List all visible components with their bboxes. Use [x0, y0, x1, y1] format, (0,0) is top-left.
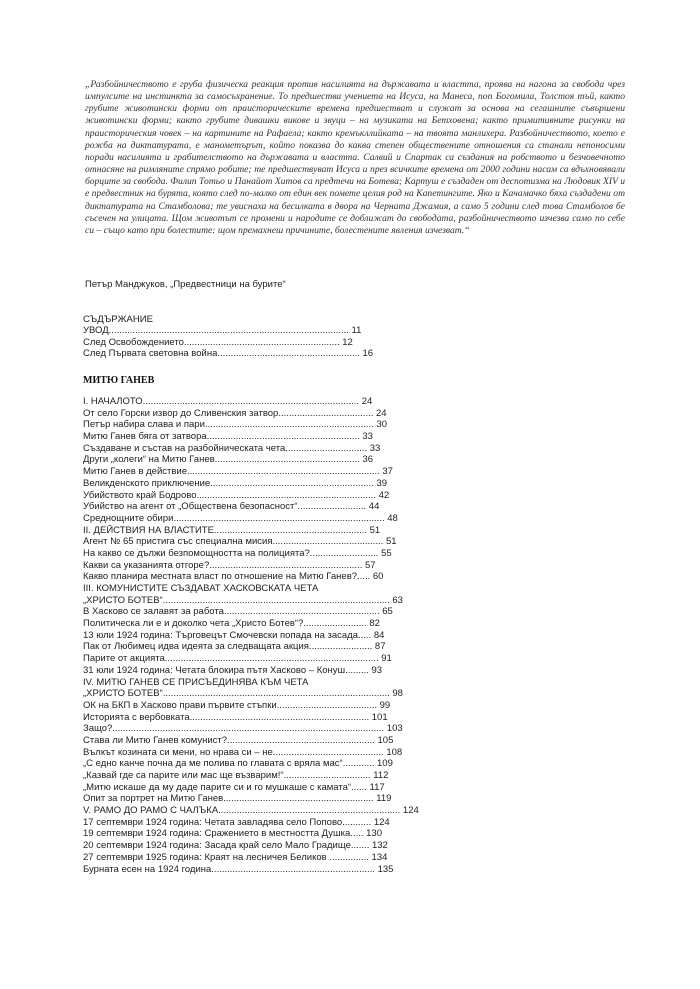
toc-entry: 20 септември 1924 година: Засада край село Мало Градище....... 132 — [83, 840, 388, 852]
toc-entry: „ХРИСТО БОТЕВ“...................................................................................... 63 — [83, 594, 403, 606]
toc-entry: Агент № 65 пристига със специална мисия.......................................... 51 — [83, 536, 397, 548]
toc-entry: След Освобождението........................................................... 12 — [83, 336, 353, 348]
toc-entry: В Хасково се залавят за работа........................................................... 65 — [83, 606, 393, 618]
toc-entry: ОК на БКП в Хасково прави първите стъпки...................................... 99 — [83, 699, 391, 711]
toc-entry: 17 септември 1924 година: Четата завладява село Попово........... 124 — [83, 816, 390, 828]
toc-entry: УВОД........................................................................................... 11 — [83, 325, 362, 336]
toc-entry: 19 септември 1924 година: Сражението в местността Душка..... 130 — [83, 828, 382, 840]
toc-entry: 13 юли 1924 година: Търговецът Смочевски попада на засада..... 84 — [83, 629, 385, 641]
toc-entry: III. КОМУНИСТИТЕ СЪЗДАВАТ ХАСКОВСКАТА ЧЕТА — [83, 583, 319, 594]
toc-entry: „Казвай где са парите или мас ще възварим!“................................. 112 — [83, 770, 389, 781]
toc-entry: „Митю искаше да му даде парите си и го мушкаше с камата“...... 117 — [83, 781, 385, 793]
epigraph-quote: „Разбойничеството е груба физическа реакция против насилията на държавата и властта, проява на нагона за свобода чрез импулсите на инстинкта за самосъхранение. То предшества учениета на Исуса, на Манеса, поп Богомила, Толстоя тъй, както грубите животински форми от праисторическите времена предшестват и служат за основа на сегашните съвършени животински форми; както грубите дивашки викове и звуци – на музиката на Бетховена; както примитивните рисунки на праисторическия човек – на картините на Рафаела; както кремъкллийката – на твоята манлихера. Разбойничеството, което е рожба на диктатурата, е манометърът, който показва до каква степен обществените отношения са станали непоносими поради насилията и грабителството на държавата и властта. Салвий и Спартак са създания на робството и безчовечното отнасяне на римляните спрямо робите; те предшествуват Исуса и през всичките времена от 2000 години насам са вдъхновявали борците за свобода. Филип Тотьо и Панайот Хитов са предтечи на Ботева; Картуш е създаден от деспотизма на Людовик XIV и е предвестник на бурята, която след по-малко от един век помете целия род на Капетингите. Яко и Качамачко бяха създадени от диктатурата на Стамболова; те увиснаха на бесилката в двора на Черната Джамия, а само 5 години след това Стамболов бе съсечен на улицата. Щом животът се промени и народите се доближат до свободата, разбойничеството изчезва само по себе си – също като при болестите: щом премахнеш причините, болестените явления изчезват.“ — [85, 79, 625, 236]
toc-entry: Великденското приключение.............................................................. 39 — [83, 477, 388, 489]
toc-entry: Става ли Митю Ганев комунист?........................................................ 105 — [83, 734, 394, 746]
epigraph-attribution: Петър Манджуков, „Предвестници на бурите“ — [85, 279, 286, 290]
section-title: МИТЮ ГАНЕВ — [83, 375, 155, 386]
toc-entry: Историята с вербовката.................................................................... 101 — [83, 711, 388, 723]
toc-entry: След Първата световна война...................................................... 16 — [83, 348, 374, 360]
toc-entry: От село Горски извор до Сливенския затвор.................................... 24 — [83, 407, 387, 419]
toc-entry: IV. МИТЮ ГАНЕВ СЕ ПРИСЪЕДИНЯВА КЪМ ЧЕТА — [83, 676, 309, 688]
toc-entry: На какво се дължи безпомощността на полицията?.......................... 55 — [83, 547, 392, 559]
toc-entry: „ХРИСТО БОТЕВ“...................................................................................... 98 — [83, 688, 403, 700]
toc-entry: V. РАМО ДО РАМО С ЧАЛЪКА..................................................................... 124 — [83, 805, 419, 817]
toc-entry: Пак от Любимец идва идеята за следващата акция........................ 87 — [83, 641, 386, 653]
toc-entry: Вълкът козината си мени, но нрава си – не.......................................... 108 — [83, 746, 403, 758]
toc-heading: СЪДЪРЖАНИЕ — [83, 314, 154, 325]
toc-entry: Какви са указанията отгоре?.......................................................... 57 — [83, 559, 376, 571]
toc-main-list — [83, 396, 419, 875]
toc-entry: Опит за портрет на Митю Ганев......................................................... 119 — [83, 793, 392, 805]
toc-entry: II. ДЕЙСТВИЯ НА ВЛАСТИТЕ.......................................................... 51 — [83, 524, 381, 536]
toc-intro-list — [83, 325, 373, 360]
toc-entry: Защо?....................................................................................................... 103 — [83, 723, 403, 735]
toc-entry: Митю Ганев в действие......................................................................... 37 — [83, 466, 393, 478]
toc-entry: Среднощните обири................................................................................ 48 — [83, 512, 398, 524]
toc-entry: Създаване и състав на разбойническата чета............................... 33 — [83, 442, 381, 454]
toc-entry: Политическа ли е и доколко чета „Христо Ботев“?........................ 82 — [83, 618, 380, 630]
toc-entry: Бурната есен на 1924 година.............................................................. 135 — [83, 863, 394, 875]
toc-entry: Убийство на агент от „Обществена безопасност“.......................... 44 — [83, 501, 380, 513]
toc-entry: Други „колеги“ на Митю Ганев....................................................... 36 — [83, 454, 374, 466]
toc-entry: „С едно канче почна да ме полива по главата с вряла мас“............ 109 — [83, 758, 393, 770]
toc-entry: Парите от акцията................................................................................. 91 — [83, 653, 392, 665]
toc-entry: I. НАЧАЛОТО.................................................................................. 24 — [83, 396, 373, 407]
toc-entry: Митю Ганев бяга от затвора.......................................................... 33 — [83, 431, 373, 443]
toc-entry: Петър набира слава и пари................................................................ 30 — [83, 419, 388, 431]
toc-entry: 31 юли 1924 година: Четата блокира пътя Хасково – Конуш......... 93 — [83, 664, 383, 676]
toc-entry: 27 септември 1925 година: Краят на лесничея Беликов ............... 134 — [83, 851, 388, 863]
toc-entry: Убийството край Бодрово.................................................................... 42 — [83, 489, 390, 501]
toc-entry: Какво планира местната власт по отношение на Митю Ганев?..... 60 — [83, 571, 384, 583]
